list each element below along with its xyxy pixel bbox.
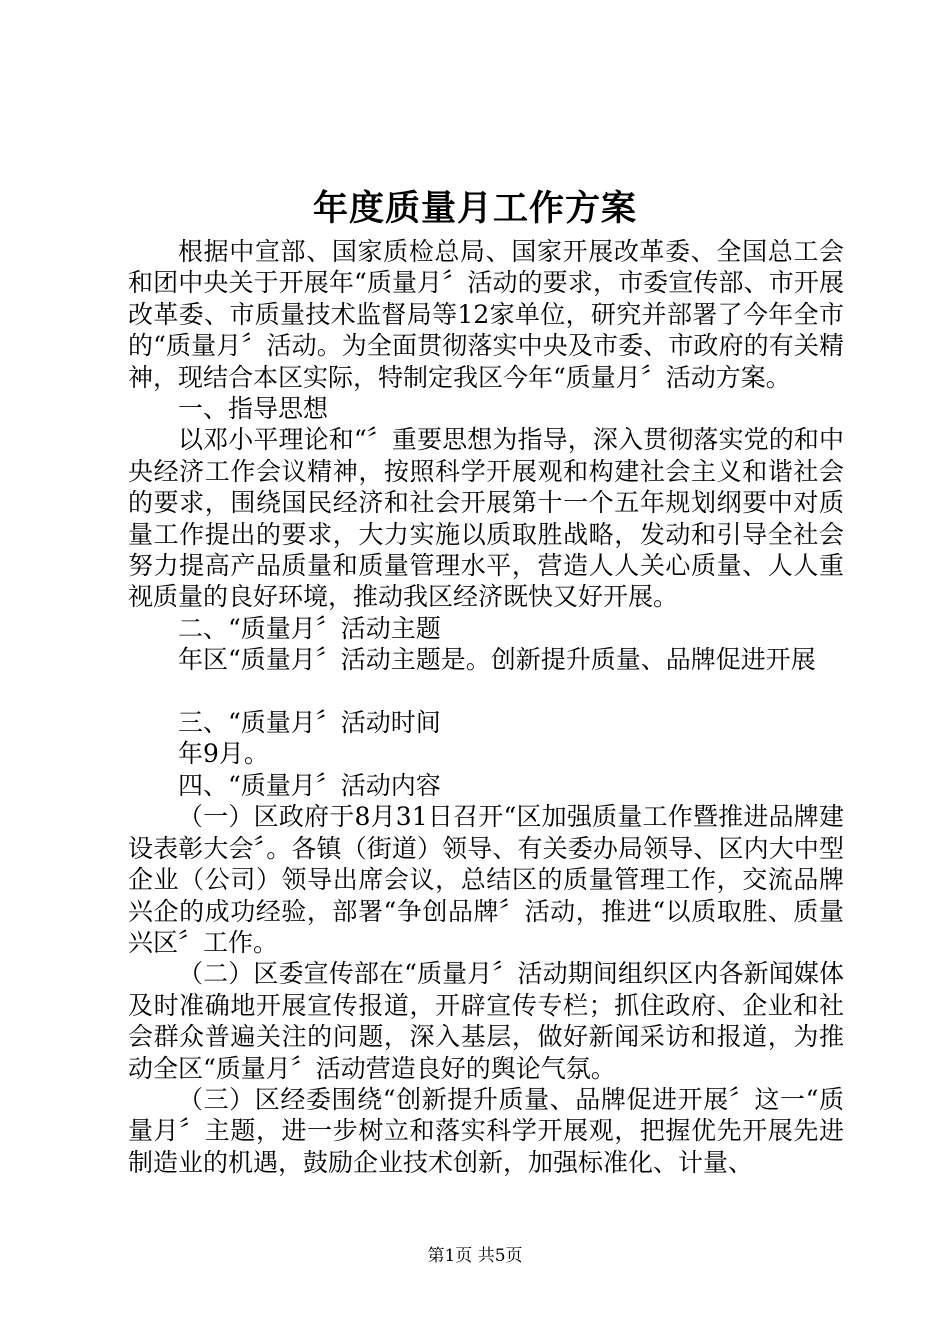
page-number-footer: 第1页 共5页 xyxy=(427,1246,523,1266)
blank-line xyxy=(128,676,844,707)
paragraph-activity-time: 年9月。 xyxy=(178,739,269,769)
paragraph-activity-theme: 年区“质量月〞活动主题是。创新提升质量、品牌促进开展 xyxy=(178,645,816,675)
paragraph-content-item-3: （三）区经委围绕“创新提升质量、品牌促进开展〞这一“质量月〞主题，进一步树立和落实科学开展观，把握优先开展先进制造业的机遇，鼓励企业技术创新，加强标准化、计量、 xyxy=(128,1084,844,1177)
paragraph-content-item-2: （二）区委宣传部在“质量月〞活动期间组织区内各新闻媒体及时准确地开展宣传报道，开辟宣传专栏；抓住政府、企业和社会群众普遍关注的问题，深入基层，做好新闻采访和报道，为推动全区“质量月〞活动营造良好的舆论气氛。 xyxy=(128,959,844,1083)
document-body xyxy=(128,236,844,1178)
paragraph-guiding-ideology: 以邓小平理论和“〞重要思想为指导，深入贯彻落实党的和中央经济工作会议精神，按照科学开展观和构建社会主义和谐社会的要求，围绕国民经济和社会开展第十一个五年规划纲要中对质量工作提出的要求，大力实施以质取胜战略，发动和引导全社会努力提高产品质量和质量管理水平，营造人人关心质量、人人重视质量的良好环境，推动我区经济既快又好开展。 xyxy=(128,425,844,612)
paragraph-intro: 根据中宣部、国家质检总局、国家开展改革委、全国总工会和团中央关于开展年“质量月〞活动的要求，市委宣传部、市开展改革委、市质量技术监督局等12家单位，研究并部署了今年全市的“质量月〞活动。为全面贯彻落实中央及市委、市政府的有关精神，现结合本区实际，特制定我区今年“质量月〞活动方案。 xyxy=(128,237,844,392)
heading-guiding-ideology: 一、指导思想 xyxy=(178,394,329,424)
heading-activity-time: 三、“质量月〞活动时间 xyxy=(178,708,441,738)
paragraph-content-item-1: （一）区政府于8月31日召开“区加强质量工作暨推进品牌建设表彰大会〞。各镇（街道）领导、有关委办局领导、区内大中型企业（公司）领导出席会议，总结区的质量管理工作，交流品牌兴企的成功经验，部署“争创品牌〞活动，推进“以质取胜、质量兴区〞工作。 xyxy=(128,802,844,957)
document-title: 年度质量月工作方案 xyxy=(312,188,637,229)
heading-activity-theme: 二、“质量月〞活动主题 xyxy=(178,613,441,643)
heading-activity-content: 四、“质量月〞活动内容 xyxy=(178,770,441,800)
